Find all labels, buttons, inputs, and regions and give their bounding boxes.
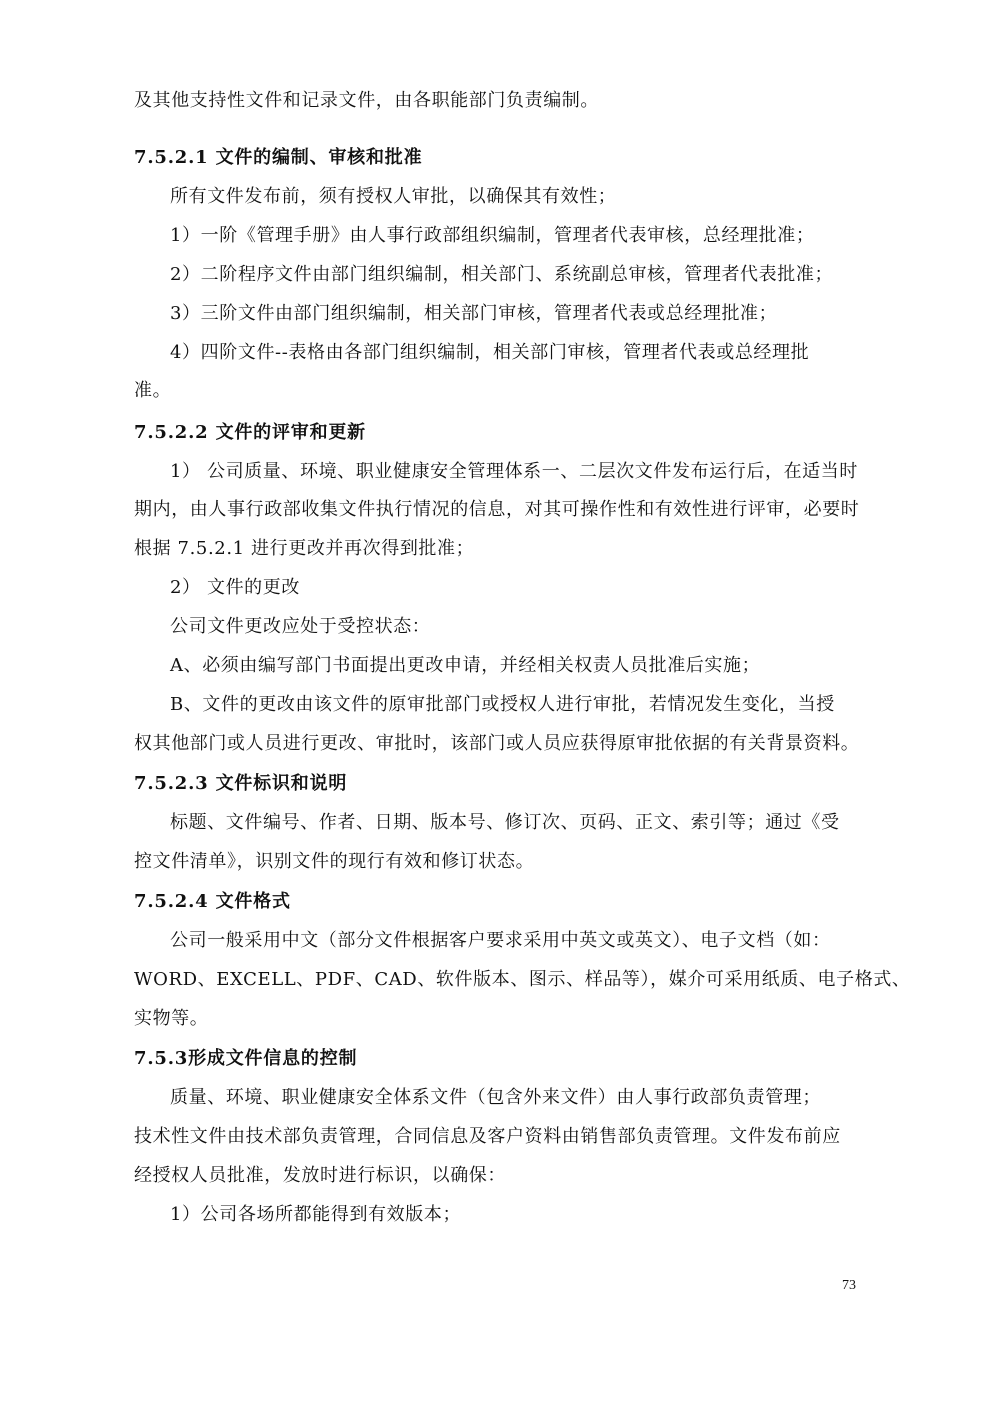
list-item: 4）四阶文件--表格由各部门组织编制，相关部门审核，管理者代表或总经理批 — [170, 342, 810, 363]
body-text-line: WORD、EXCELL、PDF、CAD、软件版本、图示、样品等），媒介可采用纸质、电子格式、 — [134, 969, 911, 990]
body-text-line: 根据 7.5.2.1 进行更改并再次得到批准； — [134, 538, 475, 559]
list-item: 1）公司各场所都能得到有效版本； — [170, 1204, 462, 1225]
body-text-line: 权其他部门或人员进行更改、审批时，该部门或人员应获得原审批依据的有关背景资料。 — [134, 733, 860, 754]
body-text-line: 准。 — [134, 380, 172, 401]
body-text-line: 所有文件发布前，须有授权人审批，以确保其有效性； — [170, 186, 617, 207]
body-text-line: 期内，由人事行政部收集文件执行情况的信息，对其可操作性和有效性进行评审，必要时 — [134, 499, 860, 520]
section-heading-7-5-3: 7.5.3形成文件信息的控制 — [134, 1048, 358, 1069]
body-text-line: 公司一般采用中文（部分文件根据客户要求采用中英文或英文）、电子文档（如： — [170, 930, 831, 951]
body-text-line: 标题、文件编号、作者、日期、版本号、修订次、页码、正文、索引等；通过《受 — [170, 812, 840, 833]
list-item: 2）二阶程序文件由部门组织编制，相关部门、系统副总审核，管理者代表批准； — [170, 264, 834, 285]
list-item: 3）三阶文件由部门组织编制，相关部门审核，管理者代表或总经理批准； — [170, 303, 778, 324]
body-text-line: 经授权人员批准，发放时进行标识，以确保： — [134, 1165, 506, 1186]
section-heading-7-5-2-3: 7.5.2.3 文件标识和说明 — [134, 773, 348, 794]
body-text-line: 控文件清单》，识别文件的现行有效和修订状态。 — [134, 851, 535, 872]
section-heading-7-5-2-2: 7.5.2.2 文件的评审和更新 — [134, 422, 366, 443]
body-text-line: 公司文件更改应处于受控状态： — [170, 616, 431, 637]
page-number: 73 — [842, 1278, 856, 1293]
section-heading-7-5-2-1: 7.5.2.1 文件的编制、审核和批准 — [134, 147, 423, 168]
list-item: 2） 文件的更改 — [170, 577, 300, 598]
body-text-line: 技术性文件由技术部负责管理，合同信息及客户资料由销售部负责管理。文件发布前应 — [134, 1126, 841, 1147]
list-item: 1）一阶《管理手册》由人事行政部组织编制，管理者代表审核，总经理批准； — [170, 225, 815, 246]
section-heading-7-5-2-4: 7.5.2.4 文件格式 — [134, 891, 291, 912]
body-text-line: 及其他支持性文件和记录文件，由各职能部门负责编制。 — [134, 90, 599, 111]
body-text-line: 实物等。 — [134, 1008, 209, 1029]
body-text-line: 质量、环境、职业健康安全体系文件（包含外来文件）由人事行政部负责管理； — [170, 1087, 821, 1108]
list-item: B、文件的更改由该文件的原审批部门或授权人进行审批，若情况发生变化，当授 — [170, 694, 835, 715]
list-item: A、必须由编写部门书面提出更改申请，并经相关权责人员批准后实施； — [170, 655, 761, 676]
list-item: 1） 公司质量、环境、职业健康安全管理体系一、二层次文件发布运行后，在适当时 — [170, 461, 858, 482]
